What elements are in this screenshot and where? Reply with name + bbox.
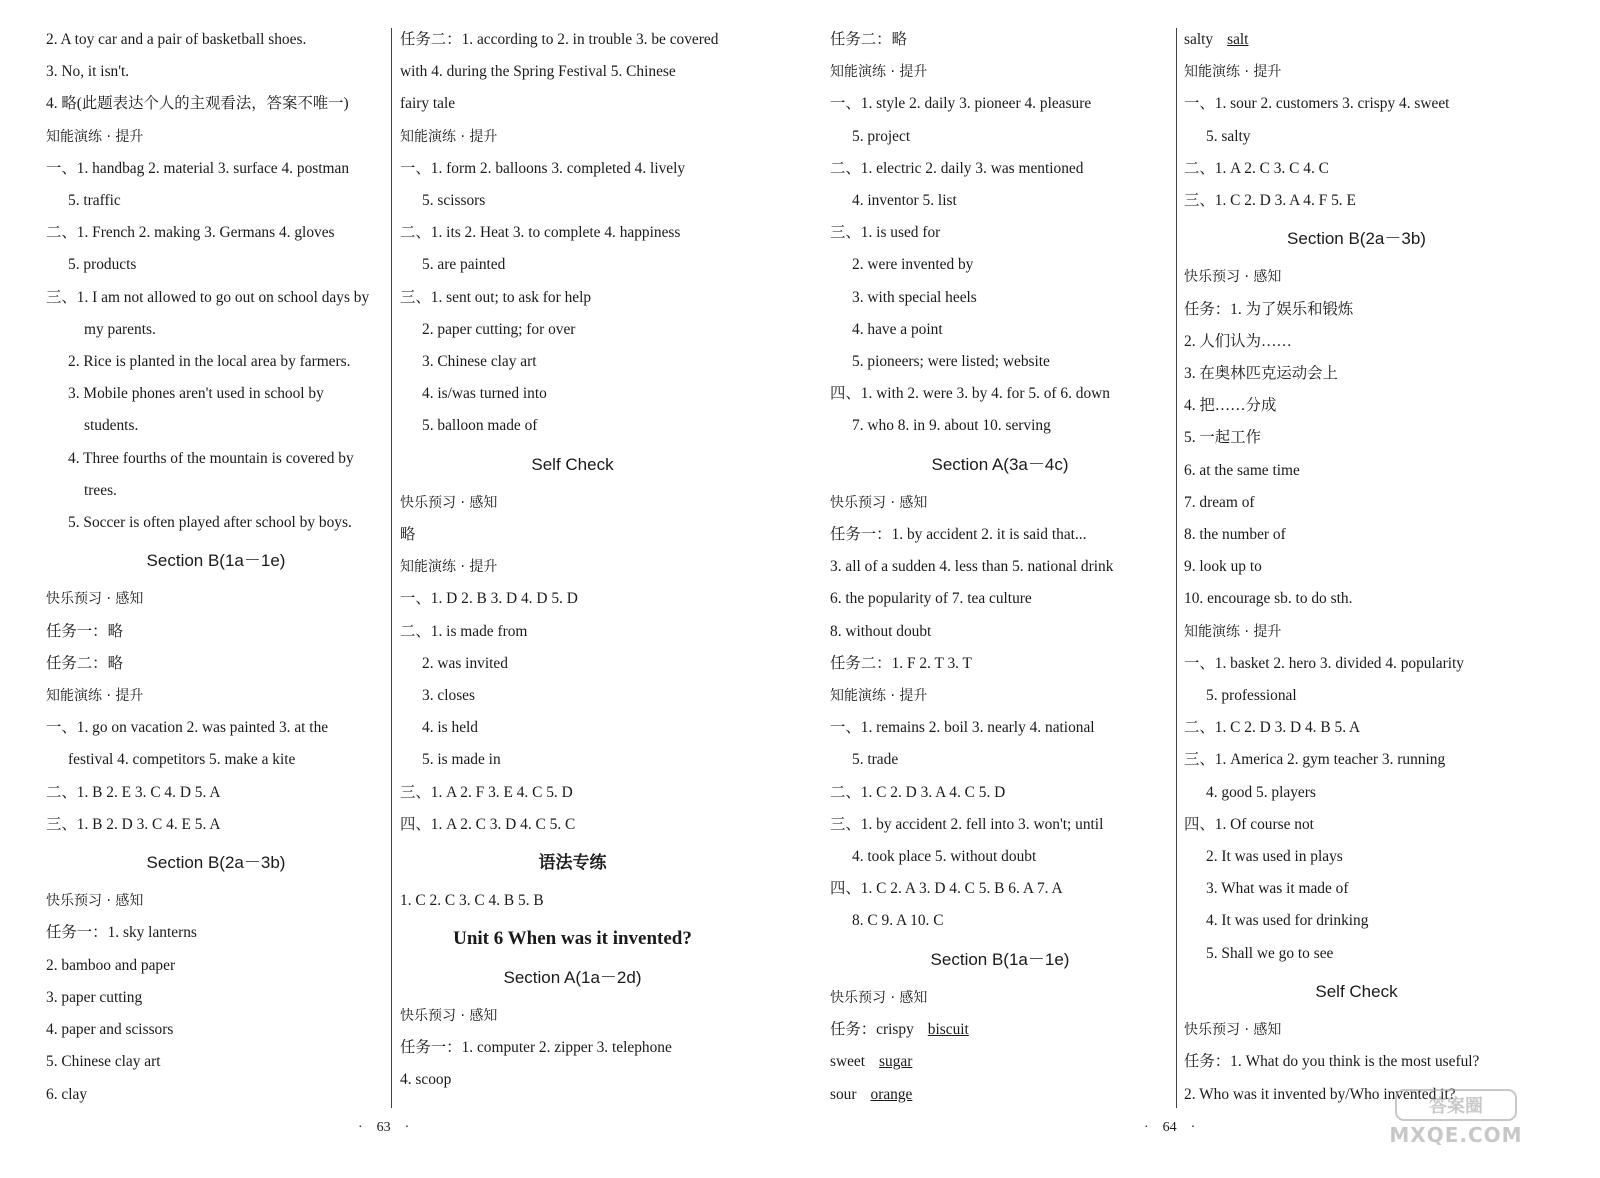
answer-line: 4. 把……分成	[1184, 397, 1277, 415]
underlined-answer: sugar	[879, 1053, 913, 1071]
unit-title: Unit 6 When was it invented?	[453, 928, 692, 950]
answer-line: 三、1. A 2. F 3. E 4. C 5. D	[400, 783, 573, 801]
answer-column-2	[400, 24, 745, 1108]
answer-line	[830, 1079, 1170, 1109]
answer-line: 5. Shall we go to see	[1206, 944, 1334, 962]
section-label: 知能演练 · 提升	[400, 128, 498, 145]
answer-line: 任务一：略	[46, 622, 123, 640]
section-heading: Self Check	[531, 454, 614, 474]
answer-line	[1184, 24, 1529, 56]
answer-line: 三、1. I am not allowed to go out on school days by	[46, 288, 370, 306]
answer-line: 3. Chinese clay art	[422, 353, 537, 371]
answer-line: 5. project	[852, 127, 911, 145]
section-heading: 语法专练	[538, 853, 607, 874]
answer-line: 4. is held	[422, 719, 479, 737]
answer-line: 8. the number of	[1184, 526, 1286, 544]
answer-line: 二、1. electric 2. daily 3. was mentioned	[830, 159, 1084, 177]
answer-line: 6. the popularity of 7. tea culture	[830, 590, 1032, 608]
section-label: 快乐预习 · 感知	[1184, 269, 1282, 286]
answer-line: 5. professional	[1206, 687, 1297, 705]
answer-line: 任务一：1. sky lanterns	[46, 924, 197, 942]
taste-word: sour	[830, 1085, 857, 1103]
answer-line: 3. What was it made of	[1206, 880, 1349, 898]
answer-line: 略	[400, 526, 416, 544]
underlined-answer: salt	[1227, 31, 1249, 48]
answer-line: 二、1. French 2. making 3. Germans 4. gloves	[46, 224, 335, 242]
answer-line: 一、1. D 2. B 3. D 4. D 5. D	[400, 590, 578, 608]
answer-line: 4. It was used for drinking	[1206, 912, 1369, 930]
section-label: 知能演练 · 提升	[46, 128, 144, 145]
section-heading: Section B(1a－1e)	[146, 551, 286, 571]
answer-line: 2. paper cutting; for over	[422, 320, 576, 338]
answer-line: 四、1. with 2. were 3. by 4. for 5. of 6. down	[830, 385, 1110, 403]
answer-line: 二、1. C 2. D 3. D 4. B 5. A	[1184, 719, 1361, 737]
answer-line: 3. paper cutting	[46, 988, 143, 1006]
answer-line: 10. encourage sb. to do sth.	[1184, 590, 1353, 608]
section-label: 知能演练 · 提升	[46, 688, 144, 705]
answer-line: 4. took place 5. without doubt	[852, 848, 1037, 866]
answer-line: 3. Mobile phones aren't used in school by	[68, 385, 324, 403]
answer-line	[830, 1014, 1170, 1046]
answer-line: 四、1. A 2. C 3. D 4. C 5. C	[400, 815, 576, 833]
answer-line: 一、1. style 2. daily 3. pioneer 4. pleasure	[830, 95, 1092, 113]
answer-line: 4. paper and scissors	[46, 1021, 174, 1039]
answer-line: 5. 一起工作	[1184, 429, 1261, 447]
section-heading: Self Check	[1315, 981, 1398, 1001]
answer-line: 9. look up to	[1184, 558, 1262, 576]
answer-line: 2. A toy car and a pair of basketball shoes.	[46, 31, 307, 48]
underlined-answer: orange	[870, 1085, 913, 1103]
answer-line: students.	[84, 417, 139, 435]
answer-line: 1. C 2. C 3. C 4. B 5. B	[400, 892, 544, 910]
answer-line: 7. dream of	[1184, 493, 1255, 511]
answer-line: 8. without doubt	[830, 622, 932, 640]
answer-line: 7. who 8. in 9. about 10. serving	[852, 417, 1051, 435]
answer-line: 2. Who was it invented by/Who invented it?	[1184, 1085, 1456, 1103]
section-heading: Section B(1a－1e)	[930, 949, 1070, 969]
answer-line: 5. products	[68, 256, 137, 274]
answer-line: my parents.	[84, 320, 156, 338]
answer-column-1	[46, 24, 386, 1108]
answer-line: 5. Soccer is often played after school by boys.	[68, 514, 352, 532]
taste-word: salty	[1184, 31, 1214, 48]
task-label: 任务：crispy	[830, 1021, 914, 1039]
section-label: 快乐预习 · 感知	[46, 591, 144, 608]
answer-line: 一、1. sour 2. customers 3. crispy 4. sweet	[1184, 95, 1450, 113]
section-label: 知能演练 · 提升	[400, 559, 498, 576]
answer-line: 3. all of a sudden 4. less than 5. national drink	[830, 558, 1114, 576]
section-label: 快乐预习 · 感知	[1184, 1022, 1282, 1039]
answer-line: 三、1. America 2. gym teacher 3. running	[1184, 751, 1446, 769]
svg-text:答案圈: 答案圈	[1429, 1096, 1483, 1117]
answer-line: 5. are painted	[422, 256, 506, 274]
answer-column-3	[830, 24, 1170, 1108]
answer-line: 6. clay	[46, 1085, 88, 1103]
answer-line: 任务：1. 为了娱乐和锻炼	[1184, 300, 1354, 318]
answer-line: 一、1. go on vacation 2. was painted 3. at the	[46, 719, 329, 737]
answer-line: 二、1. C 2. D 3. A 4. C 5. D	[830, 783, 1006, 801]
answer-line: 4. have a point	[852, 320, 943, 338]
answer-line: 5. salty	[1206, 127, 1251, 145]
answer-line: 4. scoop	[400, 1071, 452, 1089]
answer-line: 5. traffic	[68, 192, 121, 210]
answer-line: 2. It was used in plays	[1206, 848, 1343, 866]
answer-line: 3. 在奥林匹克运动会上	[1184, 365, 1338, 383]
underlined-answer: biscuit	[927, 1021, 969, 1039]
answer-line: 任务一：1. by accident 2. it is said that...	[830, 526, 1087, 544]
section-heading: Section A(1a－2d)	[503, 967, 642, 987]
answer-line: 二、1. its 2. Heat 3. to complete 4. happiness	[400, 224, 681, 242]
answer-line: 三、1. sent out; to ask for help	[400, 288, 592, 306]
answer-line: 5. scissors	[422, 192, 486, 210]
answer-line: 二、1. A 2. C 3. C 4. C	[1184, 159, 1329, 177]
answer-line: 一、1. handbag 2. material 3. surface 4. postman	[46, 159, 350, 177]
section-label: 知能演练 · 提升	[830, 688, 928, 705]
section-label: 快乐预习 · 感知	[830, 494, 928, 511]
answer-line: 二、1. B 2. E 3. C 4. D 5. A	[46, 783, 221, 801]
answer-line: 一、1. form 2. balloons 3. completed 4. lively	[400, 159, 686, 177]
column-divider-right	[1176, 28, 1177, 1108]
section-label: 快乐预习 · 感知	[400, 494, 498, 511]
answer-line: 任务：1. What do you think is the most useful?	[1184, 1053, 1480, 1071]
answer-line: 一、1. basket 2. hero 3. divided 4. popularity	[1184, 654, 1464, 672]
answer-line: 2. bamboo and paper	[46, 956, 176, 974]
svg-text:MXQE.COM: MXQE.COM	[1389, 1123, 1523, 1147]
section-heading: Section B(2a－3b)	[146, 853, 286, 873]
answer-line: 2. 人们认为……	[1184, 332, 1292, 350]
answer-line: 任务二：1. F 2. T 3. T	[830, 654, 972, 672]
answer-line: 4. Three fourths of the mountain is covered by	[68, 449, 354, 467]
answer-line: 8. C 9. A 10. C	[852, 912, 944, 930]
answer-line: 2. was invited	[422, 654, 508, 672]
answer-line: 一、1. remains 2. boil 3. nearly 4. national	[830, 719, 1095, 737]
answer-line: 5. pioneers; were listed; website	[852, 353, 1050, 371]
section-label: 快乐预习 · 感知	[830, 989, 928, 1006]
page-number-right: · 64 ·	[1144, 1120, 1196, 1135]
answer-line: 任务二：略	[46, 654, 123, 672]
answer-line: with 4. during the Spring Festival 5. Chinese	[400, 63, 676, 81]
answer-line: 4. is/was turned into	[422, 385, 547, 403]
answer-line: 3. No, it isn't.	[46, 63, 130, 81]
answer-line: 任务二：略	[830, 31, 907, 48]
answer-line: 6. at the same time	[1184, 461, 1300, 479]
answer-line: festival 4. competitors 5. make a kite	[68, 751, 296, 769]
taste-word: sweet	[830, 1053, 866, 1071]
answer-column-4	[1184, 24, 1529, 1108]
answer-line: 5. balloon made of	[422, 417, 538, 435]
section-label: 知能演练 · 提升	[1184, 64, 1282, 81]
answer-line: 三、1. by accident 2. fell into 3. won't; until	[830, 815, 1104, 833]
answer-line: 3. with special heels	[852, 288, 977, 306]
section-heading: Section B(2a－3b)	[1287, 229, 1426, 249]
section-label: 快乐预习 · 感知	[400, 1007, 498, 1024]
answer-line: 4. inventor 5. list	[852, 192, 957, 210]
section-label: 知能演练 · 提升	[1184, 623, 1282, 640]
section-label: 知能演练 · 提升	[830, 64, 928, 81]
answer-line: 任务一：1. computer 2. zipper 3. telephone	[400, 1039, 672, 1057]
answer-line: 二、1. is made from	[400, 622, 528, 640]
answer-line: trees.	[84, 481, 117, 499]
section-label: 快乐预习 · 感知	[46, 893, 144, 910]
answer-line: 4. 略(此题表达个人的主观看法，答案不唯一)	[46, 95, 349, 113]
watermark-logo	[1356, 1088, 1556, 1148]
answer-line: 四、1. Of course not	[1184, 815, 1314, 833]
answer-line	[830, 1046, 1170, 1078]
answer-line: 3. closes	[422, 687, 476, 705]
answer-line: 三、1. is used for	[830, 224, 941, 242]
answer-line: 2. Rice is planted in the local area by farmers.	[68, 353, 351, 371]
answer-line: 2. were invented by	[852, 256, 974, 274]
page-number-left: · 63 ·	[358, 1120, 410, 1135]
answer-line: fairy tale	[400, 95, 456, 113]
section-heading: Section A(3a－4c)	[931, 454, 1069, 474]
answer-line: 4. good 5. players	[1206, 783, 1316, 801]
column-divider-left	[391, 28, 392, 1108]
answer-line: 5. is made in	[422, 751, 501, 769]
answer-line: 5. trade	[852, 751, 899, 769]
answer-line: 5. Chinese clay art	[46, 1053, 161, 1071]
answer-line: 任务二：1. according to 2. in trouble 3. be covered	[400, 31, 719, 48]
answer-line: 四、1. C 2. A 3. D 4. C 5. B 6. A 7. A	[830, 880, 1063, 898]
answer-line: 三、1. C 2. D 3. A 4. F 5. E	[1184, 192, 1356, 210]
answer-line: 三、1. B 2. D 3. C 4. E 5. A	[46, 815, 221, 833]
